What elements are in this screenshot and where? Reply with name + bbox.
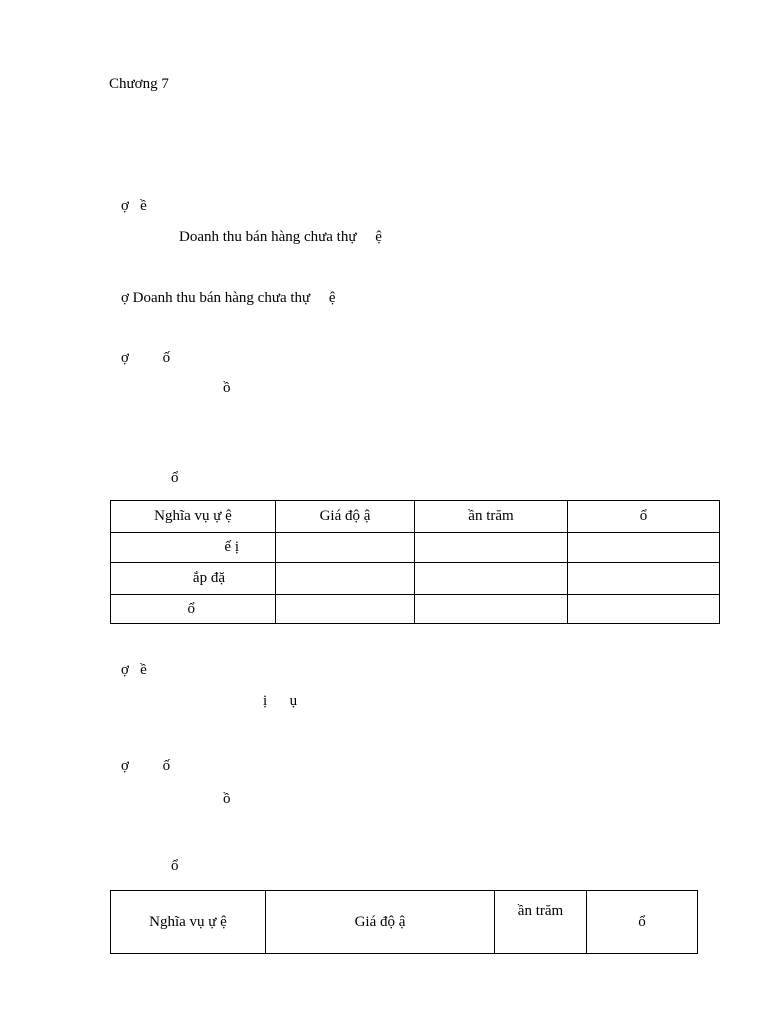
table1-header-cell: Giá độ ậ: [276, 501, 415, 533]
table1-header-cell: Nghĩa vụ ự ệ: [111, 501, 276, 533]
table-2: [110, 890, 698, 954]
table2-header-row: [111, 891, 698, 954]
table-cell: [415, 563, 568, 595]
table2-caption: ổ: [171, 858, 179, 874]
table2-header-cell: ần trăm: [495, 891, 587, 954]
text-line-4: ợ ố: [121, 350, 171, 366]
table-cell: [276, 533, 415, 563]
table-row: [111, 533, 720, 563]
text-line-2: Doanh thu bán hàng chưa thự ệ: [179, 229, 382, 245]
table1-caption: ổ: [171, 470, 179, 486]
text-line-7: ợ ề: [121, 662, 147, 678]
table2-header-cell: ổ: [587, 891, 698, 954]
text-line-10: ồ: [223, 791, 231, 807]
table1-header-cell: ổ: [568, 501, 720, 533]
table-cell: [568, 563, 720, 595]
table2-header-cell: Giá độ ậ: [266, 891, 495, 954]
table-cell: [568, 533, 720, 563]
table-1: [110, 500, 720, 624]
table1-header-cell: ần trăm: [415, 501, 568, 533]
table-cell: ổ: [111, 595, 276, 624]
table-cell: ắp đặ: [111, 563, 276, 595]
table-row: [111, 563, 720, 595]
chapter-title: Chương 7: [109, 76, 169, 92]
text-line-8: ị ụ: [263, 693, 298, 709]
table-cell: [568, 595, 720, 624]
text-line-1: ợ ề: [121, 198, 147, 214]
table-row: [111, 595, 720, 624]
table1-header-row: [111, 501, 720, 533]
table-cell: [415, 533, 568, 563]
table2-header-cell: Nghĩa vụ ự ệ: [111, 891, 266, 954]
text-line-3: ợ Doanh thu bán hàng chưa thự ệ: [121, 290, 336, 306]
text-line-9: ợ ố: [121, 758, 171, 774]
text-line-5: ồ: [223, 380, 231, 396]
table-cell: ế ị: [111, 533, 276, 563]
table-cell: [415, 595, 568, 624]
table-cell: [276, 563, 415, 595]
table-cell: [276, 595, 415, 624]
